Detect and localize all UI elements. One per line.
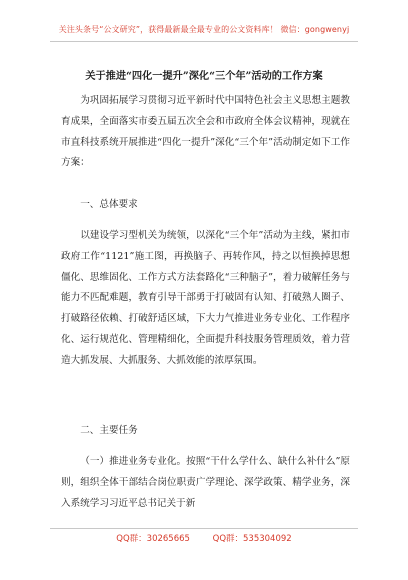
- footer-qq-group-1: QQ群：30265665: [116, 534, 190, 544]
- section-heading-tasks: 二、主要任务: [80, 425, 138, 436]
- footer-qq-group-2: QQ群：535304092: [212, 534, 292, 544]
- section-heading-requirements: 一、总体要求: [80, 199, 138, 210]
- header-promo-note: 关注头条号“公文研究”，获得最新最全最专业的公文资料库！ 微信：gongwenyj: [58, 25, 350, 34]
- intro-paragraph: 为巩固拓展学习贯彻习近平新时代中国特色社会主义思想主题教育成果，全面落实市委五届五次全会和市政府全体会议精神，现就在市直科技系统开展推进“四化一提升”深化“三个年”活动制定如下工作方案：: [61, 95, 350, 169]
- requirements-paragraph: 以建设学习型机关为统领，以深化“三个年”活动为主线，紧扣市政府工作“1121”施工图，再换脑子、再转作风，持之以恒换掉思想僵化、思维固化、工作方式方法套路化“三种脑子”，着力破解任务与能力不匹配难题，教育引导干部勇于打破固有认知、打破熟人圈子、打破路径依赖、打破舒适区域，下大力气推进业务专业化、工作程序化、运行规范化、管理精细化，全面提升科技服务管理质效，着力营造大抓发展、大抓服务、大抓效能的浓厚氛围。: [61, 230, 350, 366]
- tasks-paragraph: （一）推进业务专业化。按照“干什么学什么、缺什么补什么”原则，组织全体干部结合岗位职责广学理论、深学政策、精学业务，深入系统学习习近平总书记关于新: [61, 456, 350, 509]
- footer-contact: [0, 532, 408, 544]
- document-title: 关于推进“四化一提升”深化“三个年”活动的工作方案: [85, 70, 323, 82]
- footer-divider: [50, 528, 358, 529]
- header-divider: [50, 41, 358, 42]
